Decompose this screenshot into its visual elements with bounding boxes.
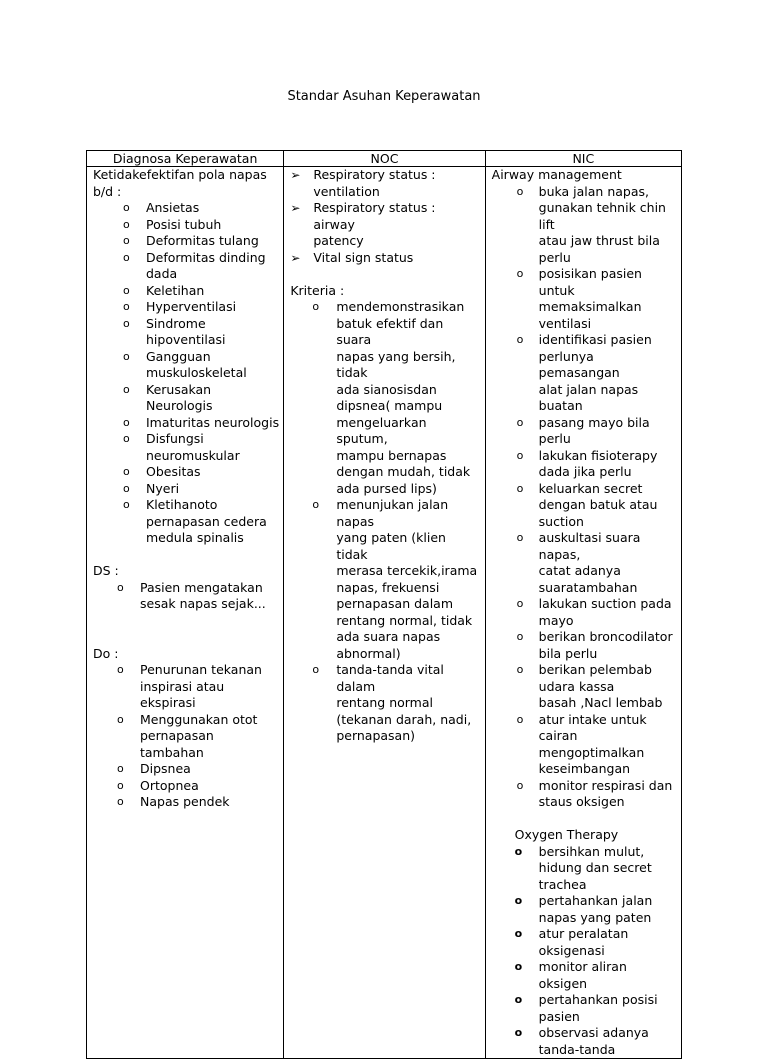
circle-bullet-icon: o xyxy=(516,415,524,429)
airway-item-text: memaksimalkan xyxy=(538,299,642,314)
bd-item-text: Kerusakan Neurologis xyxy=(146,381,213,413)
kriteria-item-text: yang paten (klien tidak xyxy=(336,530,446,562)
oxygen-item xyxy=(492,1025,677,1058)
kriteria-item-text: abnormal) xyxy=(336,645,401,661)
kriteria-list xyxy=(290,299,480,745)
noc-outcome-text: ventilation xyxy=(313,183,380,199)
ds-item-text: sesak napas sejak... xyxy=(140,596,266,611)
do-item xyxy=(93,761,279,778)
airway-item-text: monitor respirasi dan xyxy=(538,777,673,793)
bd-item-text: medula spinalis xyxy=(146,530,244,545)
bd-item-text: Kletihanoto xyxy=(146,497,218,512)
bd-item xyxy=(93,349,279,382)
circle-bullet-icon: o xyxy=(516,531,524,544)
oxygen-item-text: trachea xyxy=(538,876,587,892)
airway-item xyxy=(492,448,677,481)
bd-item-text: Hyperventilasi xyxy=(146,299,237,314)
airway-item xyxy=(492,332,677,415)
nic-cell xyxy=(485,167,681,1059)
airway-item xyxy=(492,530,677,596)
circle-bullet-icon: o xyxy=(123,382,130,396)
circle-bullet-icon: o xyxy=(514,993,523,1006)
bd-item-text: Sindrome xyxy=(146,315,206,331)
kriteria-item-text: pernapasan dalam xyxy=(336,596,454,611)
circle-bullet-icon: o xyxy=(117,762,124,775)
bd-item-text: pernapasan cedera xyxy=(146,513,267,529)
oxygen-therapy-label: Oxygen Therapy xyxy=(514,827,619,842)
bd-item xyxy=(93,283,279,300)
care-plan-table xyxy=(86,150,682,1059)
bd-item-text: Deformitas dinding xyxy=(146,249,266,265)
ds-item-text: Pasien mengatakan xyxy=(140,579,263,595)
airway-item-text: basah ,Nacl lembab xyxy=(538,695,663,710)
kriteria-label: Kriteria : xyxy=(290,282,345,298)
oxygen-item-text: pertahankan posisi xyxy=(538,992,658,1007)
circle-bullet-icon: o xyxy=(123,432,130,445)
do-item-text: Ortopnea xyxy=(140,777,199,793)
airway-item-text: udara kassa xyxy=(538,678,615,694)
circle-bullet-icon: o xyxy=(123,465,130,478)
airway-item-text: perlu xyxy=(538,249,571,265)
airway-item-text: mayo xyxy=(538,612,574,628)
kriteria-item-text: rentang normal xyxy=(336,695,433,710)
table-header-row xyxy=(87,151,682,167)
airway-item-text: alat jalan napas buatan xyxy=(538,381,639,413)
oxygen-item xyxy=(492,893,677,926)
circle-bullet-icon: o xyxy=(516,333,524,346)
circle-bullet-icon: o xyxy=(123,201,130,214)
do-list xyxy=(93,662,279,811)
bd-item xyxy=(93,200,279,217)
bd-item xyxy=(93,299,279,316)
circle-bullet-icon: o xyxy=(514,894,523,907)
kriteria-item-text: mengeluarkan sputum, xyxy=(336,414,427,446)
do-item xyxy=(93,712,279,762)
noc-outcome-text: Respiratory status : airway xyxy=(313,200,436,232)
airway-item xyxy=(492,184,677,267)
airway-item xyxy=(492,481,677,531)
kriteria-item-text: ada pursed lips) xyxy=(336,480,437,496)
kriteria-item-text: napas, frekuensi xyxy=(336,579,440,595)
ds-label: DS : xyxy=(93,563,119,578)
kriteria-item-text: merasa tercekik,irama xyxy=(336,563,478,578)
do-item-text: Penurunan tekanan xyxy=(140,662,262,677)
table-body-row xyxy=(87,167,682,1059)
circle-bullet-icon: o xyxy=(516,597,524,610)
circle-bullet-icon: o xyxy=(123,234,130,247)
airway-item-text: dengan batuk atau xyxy=(538,497,658,512)
oxygen-item-text: oksigenasi xyxy=(538,942,605,958)
oxygen-item-text: napas yang paten xyxy=(538,909,652,925)
circle-bullet-icon: o xyxy=(516,481,524,495)
circle-bullet-icon: o xyxy=(516,712,524,726)
do-item-text: inspirasi atau ekspirasi xyxy=(140,678,225,710)
do-item xyxy=(93,662,279,712)
bd-item xyxy=(93,497,279,547)
do-item-text: Napas pendek xyxy=(140,794,230,809)
circle-bullet-icon: o xyxy=(123,250,130,264)
do-item xyxy=(93,794,279,811)
kriteria-item-text: rentang normal, tidak xyxy=(336,612,473,628)
airway-item-text: catat adanya xyxy=(538,563,621,578)
circle-bullet-icon: o xyxy=(123,217,130,231)
circle-bullet-icon: o xyxy=(123,316,130,330)
airway-item-text: pasang mayo bila perlu xyxy=(538,414,650,446)
kriteria-item-text: ada sianosisdan xyxy=(336,381,437,397)
ds-item xyxy=(93,580,279,613)
bd-item-text: hipoventilasi xyxy=(146,332,226,347)
arrow-bullet-icon: ➢ xyxy=(290,168,301,182)
oxygen-item-text: pertahankan jalan xyxy=(538,893,653,908)
bd-item-text: Obesitas xyxy=(146,464,201,479)
bd-item xyxy=(93,316,279,349)
oxygen-item-text: bersihkan mulut, xyxy=(538,843,645,859)
circle-bullet-icon: o xyxy=(516,448,524,462)
bd-item xyxy=(93,481,279,498)
header-noc: NOC xyxy=(284,151,485,167)
airway-list xyxy=(492,184,677,811)
bd-item-text: Keletihan xyxy=(146,282,205,298)
circle-bullet-icon: o xyxy=(117,580,124,594)
kriteria-item-text: batuk efektif dan suara xyxy=(336,315,444,347)
kriteria-item xyxy=(290,662,480,745)
ds-list xyxy=(93,580,279,613)
airway-item-text: keluarkan secret xyxy=(538,480,643,496)
circle-bullet-icon: o xyxy=(516,184,524,198)
circle-bullet-icon: o xyxy=(123,498,130,511)
airway-item-text: suaratambahan xyxy=(538,579,638,595)
bd-item-text: muskuloskeletal xyxy=(146,365,247,380)
noc-outcome xyxy=(290,250,480,267)
circle-bullet-icon: o xyxy=(516,778,524,792)
circle-bullet-icon: o xyxy=(123,283,130,297)
do-item xyxy=(93,778,279,795)
airway-item xyxy=(492,662,677,712)
airway-item-text: berikan broncodilator xyxy=(538,629,673,644)
circle-bullet-icon: o xyxy=(514,844,523,858)
kriteria-item-text: (tekanan darah, nadi, xyxy=(336,711,472,727)
bd-item xyxy=(93,233,279,250)
oxygen-item-text: pasien xyxy=(538,1008,580,1024)
circle-bullet-icon: o xyxy=(117,795,124,808)
airway-item xyxy=(492,596,677,629)
bd-item-text: Ansietas xyxy=(146,200,200,215)
airway-item xyxy=(492,266,677,332)
circle-bullet-icon: o xyxy=(312,498,320,511)
bd-item xyxy=(93,250,279,283)
airway-item-text: gunakan tehnik chin lift xyxy=(538,200,666,232)
oxygen-item-text: atur peralatan xyxy=(538,926,629,941)
noc-cell xyxy=(284,167,485,1059)
airway-item-text: atau jaw thrust bila xyxy=(538,233,660,248)
oxygen-list xyxy=(492,844,677,1059)
airway-management-label: Airway management xyxy=(491,167,622,182)
airway-item-text: ventilasi xyxy=(538,315,592,331)
oxygen-item xyxy=(492,959,677,992)
airway-item-text: buka jalan napas, xyxy=(538,183,649,199)
bd-item-text: Deformitas tulang xyxy=(146,233,259,248)
kriteria-item-text: menunjukan jalan napas xyxy=(336,497,449,529)
page-title: Standar Asuhan Keperawatan xyxy=(287,89,481,104)
noc-outcome-text: Vital sign status xyxy=(313,249,414,265)
airway-item-text: keseimbangan xyxy=(538,761,631,776)
bd-item-text: Imaturitas neurologis xyxy=(146,414,280,430)
do-item-text: pernapasan tambahan xyxy=(140,728,214,760)
bd-item xyxy=(93,217,279,234)
bd-item-text: Gangguan xyxy=(146,348,211,364)
noc-outcome xyxy=(290,167,480,200)
arrow-bullet-icon: ➢ xyxy=(290,201,301,215)
circle-bullet-icon: o xyxy=(514,927,523,940)
do-item-text: Dipsnea xyxy=(140,761,191,776)
kriteria-item xyxy=(290,497,480,662)
airway-item-text: suction xyxy=(538,513,584,529)
do-item-text: Menggunakan otot xyxy=(140,711,258,727)
circle-bullet-icon: o xyxy=(117,712,124,726)
kriteria-item-text: dipsnea( mampu xyxy=(336,398,443,413)
circle-bullet-icon: o xyxy=(516,630,524,643)
kriteria-item-text: napas yang bersih, tidak xyxy=(336,348,456,380)
airway-item-text: posisikan pasien untuk xyxy=(538,266,642,298)
kriteria-item-text: dengan mudah, tidak xyxy=(336,464,471,479)
oxygen-item xyxy=(492,926,677,959)
bd-item-text: Posisi tubuh xyxy=(146,216,222,232)
oxygen-item xyxy=(492,844,677,894)
circle-bullet-icon: o xyxy=(514,960,523,973)
airway-item xyxy=(492,712,677,778)
airway-item-text: staus oksigen xyxy=(538,794,625,809)
airway-item xyxy=(492,629,677,662)
kriteria-item-text: pernapasan) xyxy=(336,728,416,743)
circle-bullet-icon: o xyxy=(117,663,124,676)
diagnosa-intro: b/d : xyxy=(93,183,122,199)
diagnosa-cell xyxy=(87,167,284,1059)
airway-item-text: berikan pelembab xyxy=(538,662,652,677)
oxygen-item xyxy=(492,992,677,1025)
bd-list xyxy=(93,200,279,547)
airway-item-text: perlunya pemasangan xyxy=(538,348,620,380)
bd-item-text: Nyeri xyxy=(146,480,180,496)
circle-bullet-icon: o xyxy=(516,267,524,280)
diagnosa-intro: Ketidakefektifan pola napas xyxy=(93,167,267,182)
airway-item-text: lakukan fisioterapy xyxy=(538,447,658,463)
noc-outcome xyxy=(290,200,480,250)
airway-item-text: bila perlu xyxy=(538,645,598,661)
circle-bullet-icon: o xyxy=(123,300,130,313)
header-diagnosa: Diagnosa Keperawatan xyxy=(87,151,284,167)
oxygen-item-text: tanda-tanda xyxy=(538,1041,616,1057)
bd-item xyxy=(93,382,279,415)
airway-item-text: cairan mengoptimalkan xyxy=(538,728,645,760)
noc-outcome-list xyxy=(290,167,480,266)
header-nic: NIC xyxy=(485,151,681,167)
oxygen-item-text: hidung dan secret xyxy=(538,860,652,875)
kriteria-item-text: tanda-tanda vital dalam xyxy=(336,662,444,694)
bd-item-text: dada xyxy=(146,266,178,281)
airway-item xyxy=(492,778,677,811)
circle-bullet-icon: o xyxy=(123,349,130,363)
circle-bullet-icon: o xyxy=(117,778,124,792)
bd-item-text: neuromuskular xyxy=(146,447,240,463)
arrow-bullet-icon: ➢ xyxy=(290,250,301,265)
kriteria-item-text: mampu bernapas xyxy=(336,447,447,463)
circle-bullet-icon: o xyxy=(312,300,320,313)
bd-item xyxy=(93,464,279,481)
kriteria-item-text: mendemonstrasikan xyxy=(336,299,465,314)
circle-bullet-icon: o xyxy=(312,663,320,676)
airway-item-text: identifikasi pasien xyxy=(538,332,652,347)
bd-item xyxy=(93,431,279,464)
oxygen-item-text: observasi adanya xyxy=(538,1025,649,1040)
bd-item xyxy=(93,415,279,432)
noc-outcome-text: Respiratory status : xyxy=(313,167,436,182)
airway-item-text: atur intake untuk xyxy=(538,711,647,727)
airway-item xyxy=(492,415,677,448)
bd-item-text: Disfungsi xyxy=(146,431,204,446)
do-label: Do : xyxy=(93,645,119,661)
kriteria-item-text: ada suara napas xyxy=(336,629,441,644)
airway-item-text: lakukan suction pada xyxy=(538,596,672,611)
noc-outcome-text: patency xyxy=(313,233,364,248)
airway-item-text: auskultasi suara napas, xyxy=(538,530,641,562)
circle-bullet-icon: o xyxy=(123,481,130,495)
airway-item-text: dada jika perlu xyxy=(538,464,632,479)
circle-bullet-icon: o xyxy=(514,1026,523,1039)
circle-bullet-icon: o xyxy=(516,663,524,676)
circle-bullet-icon: o xyxy=(123,415,130,429)
kriteria-item xyxy=(290,299,480,497)
oxygen-item-text: monitor aliran oksigen xyxy=(538,959,627,991)
